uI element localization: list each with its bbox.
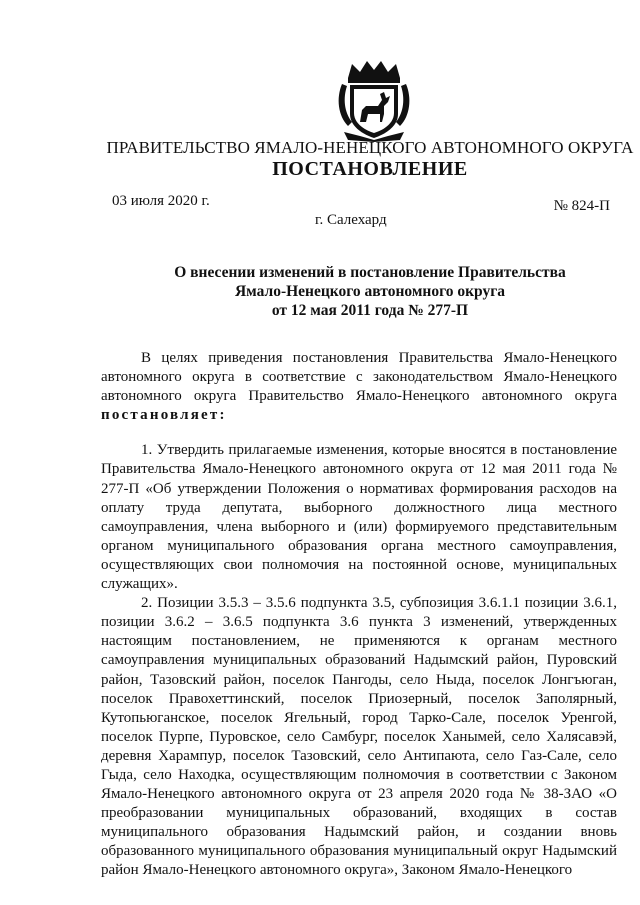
- document-subject: [120, 263, 620, 320]
- document-type-heading: ПОСТАНОВЛЕНИЕ: [272, 158, 468, 180]
- document-body: [101, 349, 617, 881]
- resolves-word: постановляет:: [101, 407, 227, 424]
- document-number: № 824-П: [553, 198, 610, 214]
- subject-line-1: О внесении изменений в постановление Правительства: [174, 264, 566, 281]
- item-1-paragraph: 1. Утвердить прилагаемые изменения, которые вносятся в постановление Правительства Ямало-Ненецкого автономного округа от 12 мая 2011 года № 277-П «Об утверждении Положения о нормативах формирования расходов на оплату труда депутата, выборного должностного лица местного самоуправления, члена выборного и (или) формируемого представительным органом муниципального образования органа местного самоуправления, осуществляющих свои полномочия на постоянной основе, муниципальных служащих».: [101, 442, 617, 593]
- subject-line-2: Ямало-Ненецкого автономного округа: [234, 283, 505, 300]
- coat-of-arms-emblem: [334, 58, 414, 142]
- subject-line-3: от 12 мая 2011 года № 277-П: [271, 302, 469, 319]
- government-title: ПРАВИТЕЛЬСТВО ЯМАЛО-НЕНЕЦКОГО АВТОНОМНОГО ОКРУГА: [106, 138, 634, 157]
- document-city: г. Салехард: [315, 212, 387, 228]
- preamble-paragraph: [101, 349, 617, 425]
- item-2-paragraph: 2. Позиции 3.5.3 – 3.5.6 подпункта 3.5, субпозиция 3.6.1.1 позиции 3.6.1, позиции 3.6.2 – 3.6.5 подпункта 3.6 пункта 3 изменений, утвержденных настоящим постановлением, не применяются к органам местного самоуправления муниципальных образований Надымский район, Пуровский район, Тазовский район, поселок Пангоды, село Ныда, поселок Лонгъюган, поселок Правохеттинский, поселок Приозерный, поселок Заполярный, Кутопьюганское, поселок Ягельный, город Тарко-Сале, поселок Уренгой, поселок Пурпе, Пуровское, село Самбург, поселок Ханымей, село Халясавэй, деревня Харампур, поселок Тазовский, село Антипаюта, село Газ-Сале, село Гыда, село Находка, осуществляющим полномочия в соответствии с Законом Ямало-Ненецкого автономного округа от 23 апреля 2020 года № 38-ЗАО «О преобразовании муниципальных образований, входящих в состав муниципального образования Надымский район, и создании вновь образованного муниципального образования муниципальный округ Надымский район Ямало-Ненецкого автономного округа», Законом Ямало-Ненецкого: [101, 595, 617, 879]
- paragraph-gap: [101, 425, 617, 441]
- document-date: 03 июля 2020 г.: [112, 193, 210, 209]
- preamble-text: В целях приведения постановления Правительства Ямало-Ненецкого автономного округа в соответствие с законодательством Ямало-Ненецкого автономного округа Правительство Ямало-Ненецкого автономного округа: [101, 350, 617, 405]
